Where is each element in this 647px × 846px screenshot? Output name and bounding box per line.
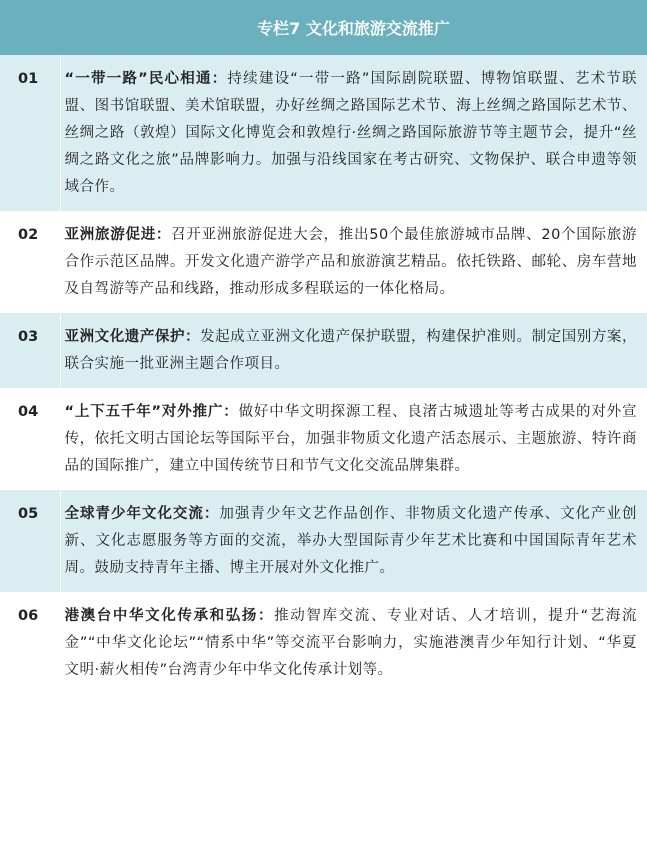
- row-lead: “上下五千年”对外推广：: [64, 404, 239, 420]
- row-number: 03: [0, 313, 60, 388]
- row-content: [60, 55, 647, 211]
- row-content: [60, 388, 647, 490]
- row-text: 做好中华文明探源工程、良渚古城遗址等考古成果的对外宣传，依托文明古国论坛等国际平台，加强非物质文化遗产活态展示、主题旅游、特许商品的国际推广，建立中国传统节日和节气文化交流品牌集群。: [64, 404, 637, 474]
- row-text: 发起成立亚洲文化遗产保护联盟，构建保护准则。制定国别方案，联合实施一批亚洲主题合作项目。: [64, 329, 637, 372]
- table-row: [0, 592, 647, 694]
- row-number: 04: [0, 388, 60, 490]
- row-number: 06: [0, 592, 60, 694]
- row-content: [60, 211, 647, 313]
- row-number: 02: [0, 211, 60, 313]
- row-lead: 亚洲旅游促进：: [64, 227, 172, 243]
- table-row: [0, 55, 647, 211]
- row-text: 召开亚洲旅游促进大会，推出50个最佳旅游城市品牌、20个国际旅游合作示范区品牌。开发文化遗产游学产品和旅游演艺精品。依托铁路、邮轮、房车营地及自驾游等产品和线路，推动形成多程联运的一体化格局。: [64, 227, 637, 297]
- row-lead: 港澳台中华文化传承和弘扬：: [64, 608, 275, 624]
- table-row: [0, 313, 647, 388]
- row-content: [60, 592, 647, 694]
- table-row: [0, 211, 647, 313]
- row-text: 推动智库交流、专业对话、人才培训，提升“艺海流金”“中华文化论坛”“情系中华”等交流平台影响力，实施港澳青少年知行计划、“华夏文明·薪火相传”台湾青少年中华文化传承计划等。: [64, 608, 638, 678]
- row-content: [60, 490, 647, 592]
- row-text: 持续建设“一带一路”国际剧院联盟、博物馆联盟、艺术节联盟、图书馆联盟、美术馆联盟，办好丝绸之路国际艺术节、海上丝绸之路国际艺术节、丝绸之路（敦煌）国际文化博览会和敦煌行·丝绸之路国际旅游节等主题节会，提升“丝绸之路文化之旅”品牌影响力。加强与沿线国家在考古研究、文物保护、联合申遗等领域合作。: [64, 71, 637, 195]
- row-text: 加强青少年文艺作品创作、非物质文化遗产传承、文化产业创新、文化志愿服务等方面的交流，举办大型国际青少年艺术比赛和中国国际青年艺术周。鼓励支持青年主播、博主开展对外文化推广。: [64, 506, 638, 576]
- table-row: [0, 388, 647, 490]
- row-lead: 全球青少年文化交流：: [64, 506, 220, 522]
- table-header-row: [0, 0, 647, 55]
- table-title: 专栏7 文化和旅游交流推广: [60, 0, 647, 55]
- row-number: 01: [0, 55, 60, 211]
- row-lead: 亚洲文化遗产保护：: [64, 329, 201, 345]
- header-number-cell: [0, 0, 60, 55]
- row-number: 05: [0, 490, 60, 592]
- row-content: [60, 313, 647, 388]
- row-lead: “一带一路”民心相通：: [64, 71, 228, 87]
- table-row: [0, 490, 647, 592]
